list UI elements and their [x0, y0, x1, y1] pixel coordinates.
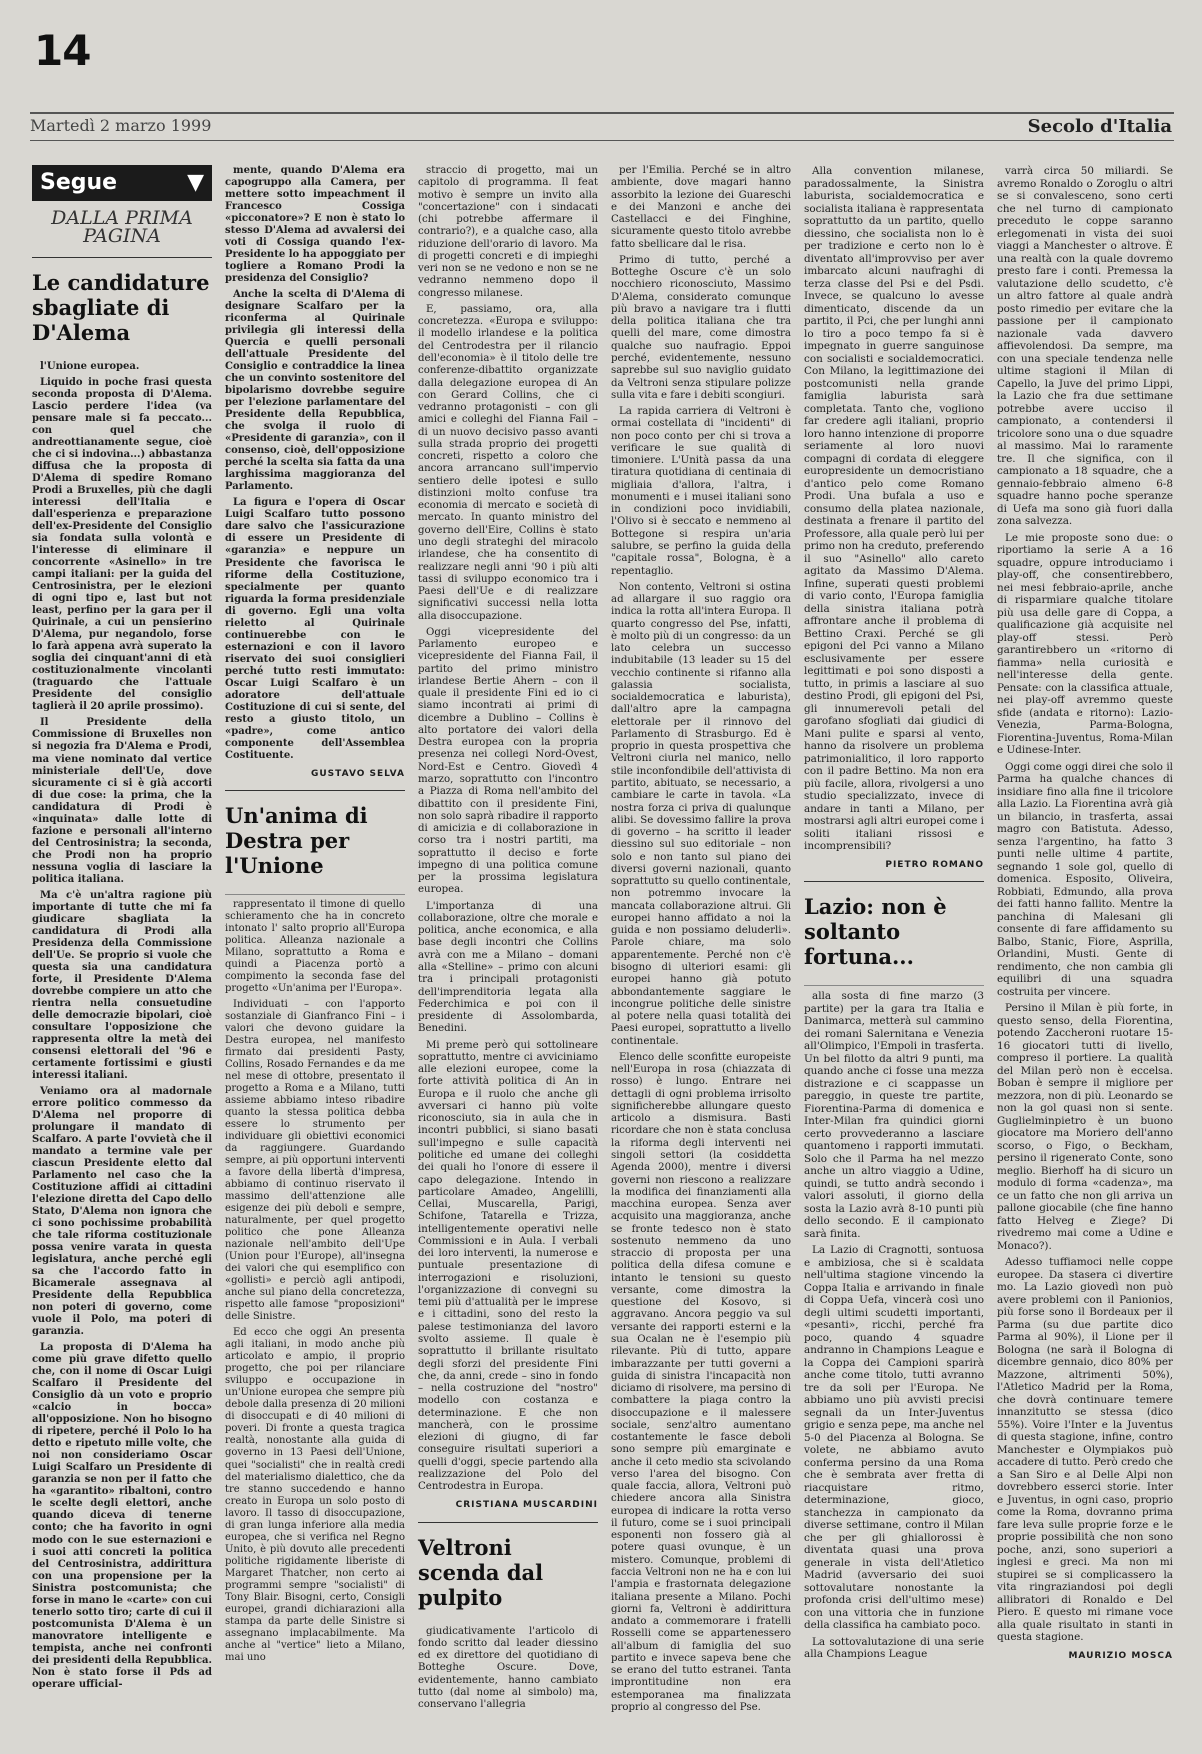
byline: CRISTIANA MUSCARDINI [455, 1500, 598, 1511]
paragraph: Oggi come oggi direi che solo il Parma ha qualche chances di insidiare fino alla fine il tricolore alla Lazio. La Fiorentina avrà già un bilancio, in trasferta, assai magro con Batistuta. Adesso, senza l'argentino, ha fatto 3 punti nelle ultime 4 partite, segnando 1 sole gol, quello di domenica. Esposito, Oliveira, Robbiati, Edmundo, alla prova dei fatti hanno fallito. Mentre la panchina di Malesani gli consente di fare affidamento su Balbo, Stanic, Fiore, Asprilla, Orlandini, Musti. Gente di rendimento, che non cambia gli equilibri di una squadra costruita per vincere. [997, 760, 1173, 998]
dalla-prima-pagina: DALLA PRIMA PAGINA [51, 207, 193, 247]
masthead: Secolo d'Italia [1027, 116, 1172, 137]
page-number: 14 [34, 26, 91, 75]
paragraph: Anche la scelta di D'Alema di designare Scalfaro per la riconferma al Quirinale privilegia gli interessi della Quercia e quelli personali dell'attuale Presidente del Consiglio e contraddice la linea che un convinto sostenitore del bipolarismo dovrebbe seguire per l'elezione parlamentare del Presidente della Repubblica, che svolga il ruolo di «Presidente di garanzia», con il consenso, cioè, dell'opposizione perché la scelta sia fatta da una larghissima maggioranza del Parlamento. [225, 289, 405, 493]
column-2 [225, 165, 405, 1668]
column-3 [418, 165, 598, 1716]
paragraph: Liquido in poche frasi questa seconda proposta di D'Alema. Lascio perdere l'idea (va pensare male si fa peccato... con quel che andreottianamente segue, cioè che ci si indovina...) abbastanza diffusa che la proposta di D'Alema di spedire Romano Prodi a Bruxelles, più che dagli interessi dell'Italia e dall'esperienza e preparazione dell'ex-Presidente del Consiglio sia fondata sulla volontà e l'interesse di eliminare il concorrente «Asinello» in tre campi italiani: per la guida del Centrosinistra, per le elezioni di ogni tipo e, last but not least, perfino per la gara per il Quirinale, a cui un pensierino D'Alema, pur negandolo, forse lo farà appena avrà superato la soglia dei cinquant'anni di età costituzionalmente vincolanti (traguardo che l'attuale Presidente del consiglio taglierà il 20 aprile prossimo). [32, 377, 212, 713]
column-1 [32, 165, 212, 1695]
paragraph: La proposta di D'Alema ha come più grave difetto quello che, con il nome di Oscar Luigi Scalfaro il Presidente del Consiglio dà un voto e proprio «calcio in bocca» all'opposizione. Non ho bisogno di ripetere, perché il Polo lo ha detto e ripetuto mille volte, che noi non consideriamo Oscar Luigi Scalfaro un Presidente di garanzia se non per il fatto che ha «garantito» ribaltoni, contro le scelte degli elettori, anche quando diceva di tenerne conto; che ha favorito in ogni modo con le sue esternazioni e i suoi atti concreti la politica del Centrosinistra, addirittura con una propensione per la Sinistra postcomunista; che forse in mano le «carte» con cui tenerlo sotto tiro; carte di cui il postcomunista D'Alema è un manovratore intelligente e tempista, anche nei confronti dei presidenti della Repubblica. Non è stato forse il Pds ad operare ufficial- [32, 1342, 212, 1690]
top-rule [30, 112, 1174, 114]
paragraph: rappresentato il timone di quello schieramento che ha in concreto intonato l' salto proprio all'Europa politica. Alleanza nazionale a Milano, soprattutto a Roma e quindi a Piacenza portò a compimento la seconda fase del progetto «Un'anima per l'Europa». [225, 898, 405, 994]
paragraph: La figura e l'opera di Oscar Luigi Scalfaro tutto possono dare salvo che l'assicurazione di essere un Presidente di «garanzia» e neppure un Presidente che favorisca le riforme della Costituzione, specialmente per quanto riguarda la forma presidenziale di governo. Egli una volta rieletto al Quirinale continuerebbe con le esternazioni e con il lavoro riservato dei suoi consiglieri perché tutto resti immutato: Oscar Luigi Scalfaro è un adoratore dell'attuale Costituzione di cui si sente, del resto a giusto titolo, un «padre», come antico componente dell'Assemblea Costituente. [225, 497, 405, 761]
paragraph: Ma c'è un'altra ragione più importante di tutte che mi fa giudicare sbagliata la candidatura di Prodi alla Presidenza della Commissione dell'Ue. Se proprio si vuole che questa sia una candidatura forte, il Presidente D'Alema dovrebbe compiere un atto che rientra nella consuetudine delle democrazie bipolari, cioè consultare l'opposizione che rappresenta oltre la metà dei consensi elettorali del '96 e certamente fortissimi e giusti interessi italiani. [32, 889, 212, 1081]
paragraph: Primo di tutto, perché a Botteghe Oscure c'è un solo nocchiero riconosciuto, Massimo D'Alema, considerato comunque più bravo a navigare tra i flutti della politica italiana che tra quelli del mare, come dimostra qualche suo naufragio. Eppoi perché, evidentemente, nessuno saprebbe sul suo naviglio guidato da Veltroni senza stipulare polizze sulla vita e fare i debiti scongiuri. [611, 254, 791, 401]
divider [804, 985, 984, 986]
article-headline: Le candidature sbagliate di D'Alema [32, 270, 210, 345]
paragraph: Non contento, Veltroni si ostina ad allargare il suo raggio ora indica la rotta all'intera Europa. Il quarto congresso del Pse, infatti, è molto più di un congresso: da un lato celebra un successo indubitabile (13 leader su 15 del vecchio continente si rifanno alla galassia socialista, socialdemocratica e laburista), dall'altro apre la campagna elettorale per il rinnovo del Parlamento di Strasburgo. Ed è proprio in questa prospettiva che Veltroni ciurla nel manico, nello stile inconfondibile dell'attivista di partito, abituato, se necessario, a cambiare le carte in tavola. «La nostra forza ci priva di qualunque alibi. Se dovessimo fallire la prova di governo – ha scritto il leader diessino sul suo editoriale – non solo e non tanto sul piano dei diversi governi nazionali, quanto soprattutto su quello continentale, non potremmo invocare la mancata collaborazione altrui. Gli europei hanno affidato a noi la guida e non possiamo deluderli». Parole chiare, ma solo apparentemente. Perché non c'è bisogno di ulteriori esami: gli europei hanno già potuto abbondantemente saggiare le incongrue politiche delle sinistre al potere nella quasi totalità dei Paesi europei, soprattutto a livello continentale. [611, 581, 791, 1047]
byline: PIETRO ROMANO [885, 859, 984, 870]
paragraph: Mi preme però qui sottolineare soprattutto, mentre ci avviciniamo alle elezioni europee, come la forte attività politica di An in Europa e il ruolo che anche gli avversari ci hanno più volte riconosciuto, sia in aula che in incontri pubblici, si siano basati sull'impegno e sulle capacità politiche ed umane dei colleghi dei quali ho l'onore di essere il capo delegazione. Intendo in particolare Amadeo, Angelilli, Cellai, Muscarella, Parigi, Schifone, Tatarella e Trizza, intelligentemente operativi nelle Commissioni e in Aula. I verbali dei loro interventi, la numerose e puntuale presentazione di interrogazioni e risoluzioni, l'organizzazione di convegni su temi più d'attualità per le imprese e i cittadini, sono del resto la palese testimonianza del lavoro svolto assieme. Il quale è soprattutto il brillante risultato degli sforzi del presidente Fini che, da anni, crede – sino in fondo – nella costruzione del "nostro" modello con costanza e determinazione. E che non mancherà, con le prossime elezioni di giugno, di far conseguire risultati superiori a quelli d'oggi, specie partendo alla realizzazione del Polo del Centrodestra in Europa. [418, 1039, 598, 1493]
article-body [225, 165, 405, 762]
paragraph: Ed ecco che oggi An presenta agli italiani, in modo anche più articolato e ampio, il proprio progetto, che poi per rilanciare sviluppo e occupazione in un'Unione europea che sempre più debole dalla presenza di 20 milioni di disoccupati e di 40 milioni di poveri. Di fronte a questa tragica realtà, nonostante alla guida di governo in 13 Paesi dell'Unione, quei "socialisti" che in realtà credi del materialismo dialettico, che da tre stanno succedendo e hanno creato in Europa un solo posto di lavoro. Il tasso di disoccupazione, di gran lunga inferiore alla media europea, che si verifica nel Regno Unito, è più dovuto alle precedenti politiche rigidamente liberiste di Margaret Thatcher, non certo ai programmi sempre "socialisti" di Tony Blair. Bisogni, certo, Consigli europei, grandi dichiarazioni alla stampa da parte delle Sinistre si assegnano implacabilmente. Ma anche al "vertice" lieto a Milano, mai uno [225, 1327, 405, 1663]
paragraph: Veniamo ora al madornale errore politico commesso da D'Alema nel proporre di prolungare il mandato di Scalfaro. A parte l'ovvietà che il mandato a termine vale per ciascun Presidente eletto dal Parlamento nel caso che la Costituzione affidi ai cittadini l'elezione diretta del Capo dello Stato, D'Alema non ignora che ci sono pochissime probabilità che tale riforma costituzionale possa venire varata in questa legislatura, anche perché egli sa che l'accordo fatto in Bicamerale assegnava al Presidente della Repubblica non poteri di governo, come vuole il Polo, ma poteri di garanzia. [32, 1085, 212, 1338]
paragraph: l'Unione europea. [40, 361, 140, 372]
paragraph: straccio di progetto, mai un capitolo di programma. Il feat motivo è sempre un invito alla "concertazione" con i sindacati (chi potrebbe affermare il contrario?), e a qualche caso, alla riduzione dell'orario di lavoro. Ma di progetti concreti e di impieghi veri non se ne vedono e non se ne vedranno nemmeno dopo il congresso milanese. [418, 165, 598, 299]
paragraph: alla sosta di fine marzo (3 partite) per la gara tra Italia e Danimarca, metterà sul cammino dei romani Salernitana e Venezia all'Olimpico, l'Empoli in trasferta. Un bel filotto da altri 9 punti, ma quando anche ci fosse una mezza distrazione e ci scappasse un pareggio, in queste tre partite, Fiorentina-Parma di domenica e Inter-Milan fra quindici giorni certo provvederanno a lasciare quantomeno i rapporti immutati. Solo che il Parma ha nel mezzo anche un altro viaggio a Udine, quindi, se tutto andrà secondo i valori assoluti, il giorno della sosta la Lazio avrà 8-10 punti più dello secondo. E il campionato sarà finita. [804, 990, 984, 1240]
paragraph: mente, quando D'Alema era capogruppo alla Camera, per mettere sotto impeachment il Francesco Cossiga «picconatore»? E non è stato lo stesso D'Alema ad avvalersi dei voti di Cossiga quando l'ex-Presidente lo ha appoggiato per togliere a Romano Prodi la presidenza del Consiglio? [225, 165, 405, 285]
byline: MAURIZIO MOSCA [1068, 1650, 1173, 1661]
paragraph: Individuati – con l'apporto sostanziale di Gianfranco Fini – i valori che devono guidare la Destra europea, nel manifesto firmato dai presidenti Pasty, Collins, Rosado Fernandes e da me nel mese di ottobre, presentato il progetto a Roma e a Milano, tutti assieme abbiamo inteso ribadire quanto la stessa politica debba essere lo strumento per individuare gli obiettivi economici da raggiungere. Guardando sempre, ai più opportuni interventi a favore della libertà d'impresa, abbiamo di continuo riservato il massimo dell'attenzione alle esigenze dei più deboli e sempre, naturalmente, per quel progetto politico che pone Alleanza nazionale nell'ambito dell'Upe (Union pour l'Europe), all'insegna dei valori che qui esemplifico con «gollisti» e perciò agli antipodi, anche sul piano della concretezza, rispetto alle famose "proposizioni" delle Sinistre. [225, 998, 405, 1323]
paragraph: Alla convention milanese, paradossalmente, la Sinistra laburista, socialdemocratica e socialista italiana è rappresentata soprattutto da un partito, quello diessino, che socialista non lo è per tradizione e certo non lo è diventato all'improvviso per aver imbarcato alcuni naufraghi di terza classe del Psi e del Psdi. Invece, se qualcuno lo avesse dimenticato, discende da un partito, il Pci, che per lunghi anni lo tiro a poco tempo fa si è impegnato in guerre sanguinose con socialisti e socialdemocratici. Con Milano, la legittimazione dei postcomunisti nella grande famiglia laburista sarà completata. Tanto che, vogliono far credere agli italiani, proprio loro hanno intenzione di proporre seriamente al loro nuovi compagni di cordata di eleggere europresidente un democristiano d'antico pelo come Romano Prodi. Una bufala a uso e consumo della platea nazionale, destinata a frenare il partito del Professore, alla quale però lui per primo non ha creduto, preferendo il suo "Asinello" allo careto agitato da Massimo D'Alema. Infine, superati questi problemi di vario conto, l'Europa famiglia della sinistra italiana potrà affrontare anche il problema di Bettino Craxi. Perché se gli epigoni del Pci vanno a Milano esclusivamente per essere legittimati e poi sono disposti a tutto, in primis a lasciare al suo destino Prodi, gli epigoni del Psi, gli innumerevoli petali del garofano sfogliati dai giudici di Mani pulite e sparsi al vento, hanno da risolvere un problema patrimonialitico, il loro rapporto con il padre Bettino. Ma non era più facile, allora, rivolgersi a uno studio specializzato, invece di andare in tanti a Milano, per mostrarsi agli altri europei come i soliti italiani rissosi e incomprensibili? [804, 165, 984, 852]
divider [418, 1522, 598, 1523]
paragraph: per l'Emilia. Perché se in altro ambiente, dove magari hanno assorbito la lezione dei Guareschi e dei Manzoni e anche dei Castellacci e dei Finghine, sicuramente questo titolo avrebbe fatto sbellicare dal le risa. [611, 165, 791, 250]
issue-date: Martedì 2 marzo 1999 [30, 116, 212, 135]
article-body [32, 361, 212, 1691]
header-rule [30, 140, 1174, 141]
divider [225, 894, 405, 895]
article-headline: Un'anima di Destra per l'Unione [225, 802, 368, 878]
segue-banner [32, 165, 212, 201]
paragraph: L'importanza di una collaborazione, oltre che morale e politica, anche economica, e alla base degli incontri che Collins avrà con me a Milano – domani alla «Stelline» – primo con alcuni tra i principali protagonisti dell'imprenditoria legata alla Federchimica e poi con il presidente di Assolombarda, Benedini. [418, 900, 598, 1035]
paragraph: La sottovalutazione di una serie alla Champions League [804, 1635, 984, 1660]
divider [225, 790, 405, 791]
article-headline: Lazio: non è soltanto fortuna... [804, 894, 947, 969]
article-headline: Veltroni scenda dal pulpito [418, 1534, 544, 1610]
segue-label: Segue [40, 169, 118, 195]
paragraph: Il Presidente della Commissione di Bruxelles non si negozia fra D'Alema e Prodi, ma viene nominato dal vertice ministeriale dell'Ue, dove sicuramente ci si è già accorti di due cose: la prima, che la candidatura di Prodi è «inquinata» dalle lotte di fazione e personali all'interno del Centrosinistra; la seconda, che Prodi non ha proprio nessuna voglia di lasciare la politica italiana. [32, 717, 212, 885]
column-4 [611, 165, 791, 1718]
paragraph: Persino il Milan è più forte, in questo senso, della Fiorentina, potendo Zaccheroni ruotare 15-16 giocatori tutti di livello, compreso il portiere. La qualità del Milan però non è eccelsa. Boban è sempre il migliore per mezzora, non di più. Leonardo se non la gol quasi non si sente. Guglielminpietro è un buono giocatore ma Moriero dell'anno scorso, o Figo, o Beckham, persino il rigenerato Conte, sono meglio. Bierhoff ha di sicuro un modulo di forma «cadenza», ma ce un fatto che non gli arriva un pallone giocabile (che fine hanno fatto Helveg e Ziege? Di rivedremo mai come a Udine e Monaco?). [997, 1002, 1173, 1252]
paragraph: varrà circa 50 miliardi. Se avremo Ronaldo o Zoroglu o altri se si convalesceno, sono certi che nel turno di campionato preceduto le coppe saranno erlegomenati in vista dei suoi viaggi a Manchester o altrove. È una realtà con la quale dovremo presto fare i conti. Premessa la valutazione dello scudetto, c'è un altro fattore al quale andrà posto rimedio per evitare che la passione per il campionato nazionale vada davvero affievolendosi. Da sempre, ma con una speciale tendenza nelle ultime stagioni il Milan di Capello, la Juve del primo Lippi, la Lazio che fra due settimane potrebbe avere ucciso il campionato, a contendersi il tricolore sono una o due squadre al massimo. Mai lo raramente tre. Il che significa, con il campionato a 18 squadre, che a gennaio-febbraio almeno 6-8 squadre hanno poche speranze di Uefa ma sono già fuori dalla zona salvezza. [997, 165, 1173, 527]
paragraph: La rapida carriera di Veltroni è ormai costellata di "incidenti" di non poco conto per chi si trova a verificare le sue qualità di timoniere. L'Unità passa da una tiratura quotidiana di centinaia di migliaia d'allora, l'altra, i monumenti e i musei italiani sono in condizioni poco invidiabili, l'Olivo si è seccato e nemmeno al Bottegone si respira un'aria salubre, se perfino la guida della "capitale rossa", Bologna, è a repentaglio. [611, 406, 791, 577]
paragraph: La Lazio di Cragnotti, sontuosa e ambiziosa, che si è scaldata nell'ultima stagione vincendo la Coppa Italia e arrivando in finale di Coppa Uefa, vincerà così uno degli ultimi scudetti importanti, «pesanti», ricchi, perché fra poco, quando 4 squadre andranno in Champions League e la Coppa dei Campioni sparirà anche come titolo, tutti avranno tre da soli per l'Europa. Ne abbiamo uno più avvisti precisi segnali da un Inter-Juventus grigio e senza pepe, ma anche nel 5-0 del Piacenza al Bologna. Se volete, ne abbiamo avuto conferma persino da una Roma che è sembrata aver fretta di riacquistare ritmo, determinazione, gioco, stanchezza in campionato da diverse settimane, contro il Milan che per gli ghiallorossi è diventata quasi una prova generale in vista dell'Atletico Madrid (avversario dei suoi sottovalutare nonostante la profonda crisi dell'ultimo mese) con una vittoria che in funzione della classifica ha cambiato poco. [804, 1244, 984, 1631]
column-6 [997, 165, 1173, 1672]
paragraph: E, passiamo, ora, alla concretezza. «Europa e sviluppo: il modello irlandese e la politica del Centrodestra per il rilancio dell'economia» è il titolo delle tre conferenze-dibattito organizzate dalla delegazione europea di An con Gerard Collins, che ci vedranno protagonisti – con gli amici e colleghi del Fianna Fail – di un nuovo decisivo passo avanti sulla strada proprio dei progetti concreti, rispetto a coloro che ancora arrancano sull'impervio sentiero delle ipotesi e sullo distinzioni molto confuse tra economia di mercato e società di mercato. In quanto ministro del governo dell'Eire, Collins è stato uno degli strateghi del miracolo irlandese, che ha consentito di realizzare negli anni '90 i più alti tassi di sviluppo economico tra i Paesi dell'Ue e di realizzare significativi successi nella lotta alla disoccupazione. [418, 303, 598, 622]
arrow-down-icon: ▼ [187, 169, 204, 195]
paragraph: Oggi vicepresidente del Parlamento europeo e vicepresidente del Fianna Fail, il partito del primo ministro irlandese Bertie Ahern – con il quale il presidente Fini ed io ci siamo incontrati ai primi di dicembre a Dublino – Collins è alto portatore dei valori della Destra europea con la propria presenza nei collegi Nord-Ovest, Nord-Est e Centro. Giovedì 4 marzo, soprattutto con l'incontro a Piazza di Roma nell'ambito del dibattito con il presidente Fini, non solo saprà ribadire il rapporto di amicizia e di collaborazione in corso tra i nostri partiti, ma soprattutto il deciso e forte impegno di una politica comune per la prossima legislatura europea. [418, 626, 598, 896]
paragraph: giudicativamente l'articolo di fondo scritto dal leader diessino ed ex direttore del quotidiano di Botteghe Oscure. Dove, evidentemente, hanno cambiato tutto (dal nome al simbolo) ma, conservano l'allegria [418, 1625, 598, 1711]
byline: GUSTAVO SELVA [310, 768, 405, 779]
divider [804, 881, 984, 882]
column-5 [804, 165, 984, 1665]
paragraph: Elenco delle sconfitte europeiste nell'Europa in rosa (chiazzata di rosso) è lungo. Entrare nei dettagli di ogni problema irrisolto significherebbe allungare questo articolo a dismisura. Basti ricordare che non è stata conclusa la riforma degli interventi nei singoli settori (la cosiddetta Agenda 2000), mentre i diversi governi non riescono a realizzare la modifica dei finanziamenti alla macchina europea. Senza aver acquisito una maggioranza, anche se fronte tedesco non è stato sostenuto nemmeno da uno straccio di proposta per una politica della difesa comune e intanto le tensioni su questo versante, come dimostra la questione del Kosovo, si aggravano. Ancora peggio va sul versante dei rapporti esterni e la sua Ocalan ne è l'esempio più rilevante. Più di tutto, appare imbarazzante per tutti governi a guida di sinistra l'incapacità non diciamo di risolvere, ma persino di combattere la piaga contro la disoccupazione e il malessere sociale, senz'altro aumentano costantemente le fasce deboli sono sempre più emarginate e anche il ceto medio sta scivolando verso l'area del bisogno. Con quale faccia, allora, Veltroni può chiedere ancora alla Sinistra europea di indicare la rotta verso il futuro, come se i suoi principali esponenti non fossero già al potere quasi ovunque, è un mistero. Comunque, problemi di faccia Veltroni non ne ha e con lui l'ampia e frastornata delegazione italiana presente a Milano. Pochi giorni fa, Veltroni è addirittura andato a commemorare i fratelli Rosselli come se appartenessero all'album di famiglia del suo partito e invece sapeva bene che se erano del tutto estranei. Tanta improntitudine non era estemporanea ma finalizzata proprio al congresso del Pse. [611, 1051, 791, 1713]
paragraph: Adesso tuffiamoci nelle coppe europee. Da stasera ci divertire mo. La Lazio giovedì non può avere problemi con il Panionios, più forse sono il Bordeaux per il Parma (su due partite dico Parma al 90%), il Lione per il Bologna (ne sarà il Bologna di dicembre gennaio, dico 80% per Mazzone, altrimenti 50%), l'Atletico Madrid per la Roma, che dovrà continuare temere innanzitutto se stessa (dico 55%). Voire l'Inter e la Juventus di questa stagione, infine, contro Manchester e Olympiakos può accadere di tutto. Però credo che a San Siro e al Delle Alpi non dovrebbero esserci storie. Inter e Juventus, in ogni caso, proprio come la Roma, dovranno prima fare leva sulle proprie forze e le proprie possibilità che non sono poche, anzi, sono superiori a inglesi e greci. Ma non mi stupirei se si complicassero la vita ringraziandosi poi degli allibratori di Ronaldo e Del Piero. E questo mi rimane voce alla quale risultato in stanti in questa stagione. [997, 1256, 1173, 1643]
paragraph: Le mie proposte sono due: o riportiamo la serie A a 16 squadre, oppure introduciamo i play-off, che consentirebbero, nei mesi febbraio-aprile, anche di risparmiare qualche titolare più usa delle gare di Coppa, a qualificazione già acquisite nel play-off stessi. Però garantirebbero un «ritorno di fiamma» nella curiosità e nell'interesse della gente. Pensate: con la classifica attuale, nei play-off avremmo queste sfide (andata e ritorno): Lazio-Venezia, Parma-Bologna, Fiorentina-Juventus, Roma-Milan e Udinese-Inter. [997, 531, 1173, 756]
divider [32, 257, 212, 258]
